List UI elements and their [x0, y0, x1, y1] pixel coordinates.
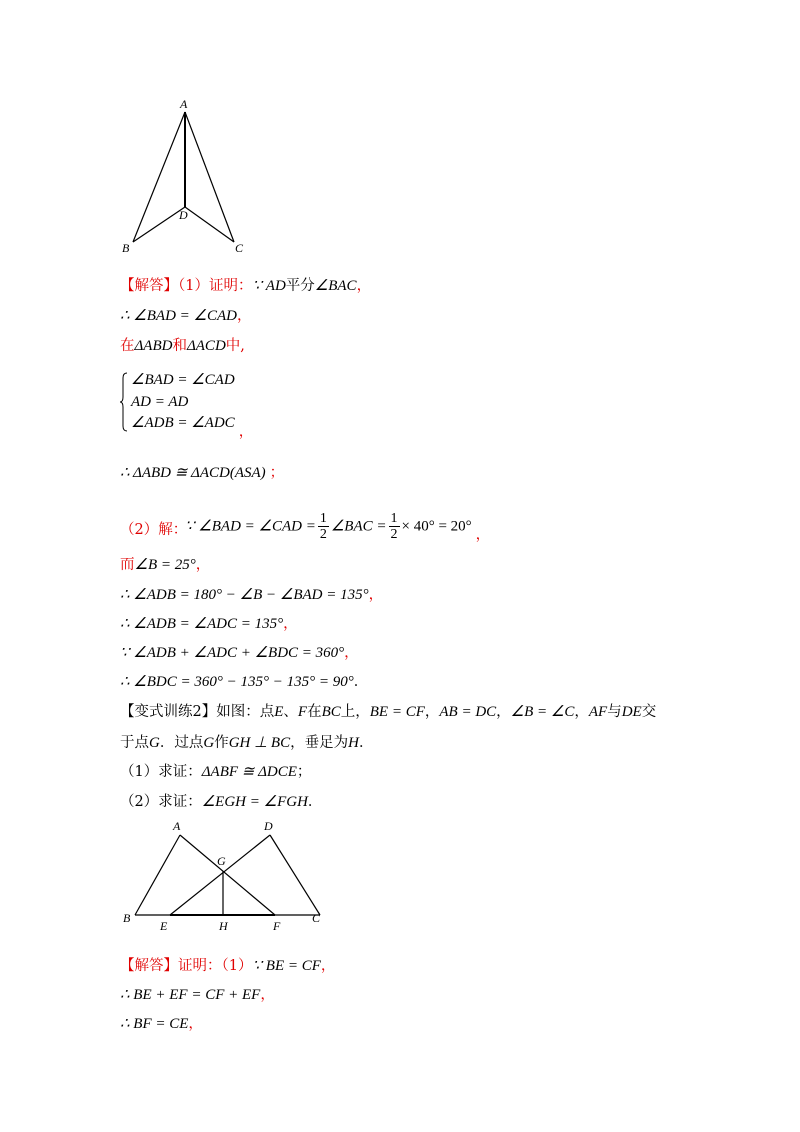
label-G: G	[217, 854, 226, 868]
label-B: B	[123, 911, 131, 925]
label-H: H	[219, 919, 228, 933]
label-F: F	[273, 919, 281, 933]
sol1-line1: 【解答】（1）证明：∵ AD平分∠BAC，	[120, 278, 372, 294]
label-D: D	[264, 819, 273, 833]
sol1-line4: ∴ ΔABD ≅ ΔACD(ASA) ；	[120, 465, 285, 481]
sol1-line3: 在ΔABD和ΔACD中,	[120, 338, 245, 354]
label-C: C	[235, 241, 244, 255]
label-C: C	[312, 911, 321, 925]
exercise-title: 【变式训练2】	[120, 704, 217, 720]
sol1-line7: ∴ ∠ADB = 180° − ∠B − ∠BAD = 135°，	[120, 587, 384, 603]
fraction-half-2: $\frac{1}{2}$	[390, 511, 398, 542]
exercise2-line1: 【变式训练2】如图：点E、F在BC上，BE = CF，AB = DC，∠B = ∠C，AF与DE交	[120, 704, 657, 720]
sol1-line9: ∵ ∠ADB + ∠ADC + ∠BDC = 360°，	[120, 645, 359, 661]
sol2-line3: ∴ BF = CE，	[120, 1016, 203, 1032]
label-D: D	[179, 208, 188, 222]
sol1-line6: 而∠B = 25°，	[120, 557, 211, 573]
label-A: A	[173, 819, 181, 833]
fraction-half: $\frac{1}{2}$	[319, 511, 327, 542]
system-row-2: AD = AD	[131, 394, 189, 410]
sol2-line1: 【解答】证明：（1）∵ BE = CF，	[120, 958, 336, 974]
exercise2-q1: （1）求证：ΔABF ≅ ΔDCE；	[120, 764, 312, 780]
sol1-line10: ∴ ∠BDC = 360° − 135° − 135° = 90°．	[120, 674, 369, 690]
sol1-line5: ∵ ∠BAD = ∠CAD = $\frac{1}{2}$ ∠BAC = $\frac{1}{2}$ × 40° = 20° ，	[185, 511, 491, 543]
figure-triangle-abc-with-d	[115, 95, 255, 260]
sol1-line8: ∴ ∠ADB = ∠ADC = 135°，	[120, 616, 298, 632]
answer-tag: 【解答】	[120, 958, 178, 974]
system-row-3: ∠ADB = ∠ADC，	[131, 415, 254, 440]
exercise2-q2: （2）求证：∠EGH = ∠FGH．	[120, 794, 323, 810]
figure-two-triangles	[115, 815, 330, 935]
label-E: E	[160, 919, 168, 933]
sol1-line2: ∴ ∠BAD = ∠CAD，	[120, 308, 252, 324]
system-brace	[120, 372, 128, 432]
exercise2-line2: 于点G．过点G作GH ⊥ BC，垂足为H．	[120, 735, 374, 751]
system-row-1: ∠BAD = ∠CAD	[131, 372, 235, 388]
sol2-line2: ∴ BE + EF = CF + EF，	[120, 987, 275, 1003]
answer-tag: 【解答】	[120, 278, 178, 294]
label-B: B	[122, 241, 130, 255]
sol1-part2-label: （2）解：	[120, 522, 188, 538]
label-A: A	[180, 97, 188, 111]
